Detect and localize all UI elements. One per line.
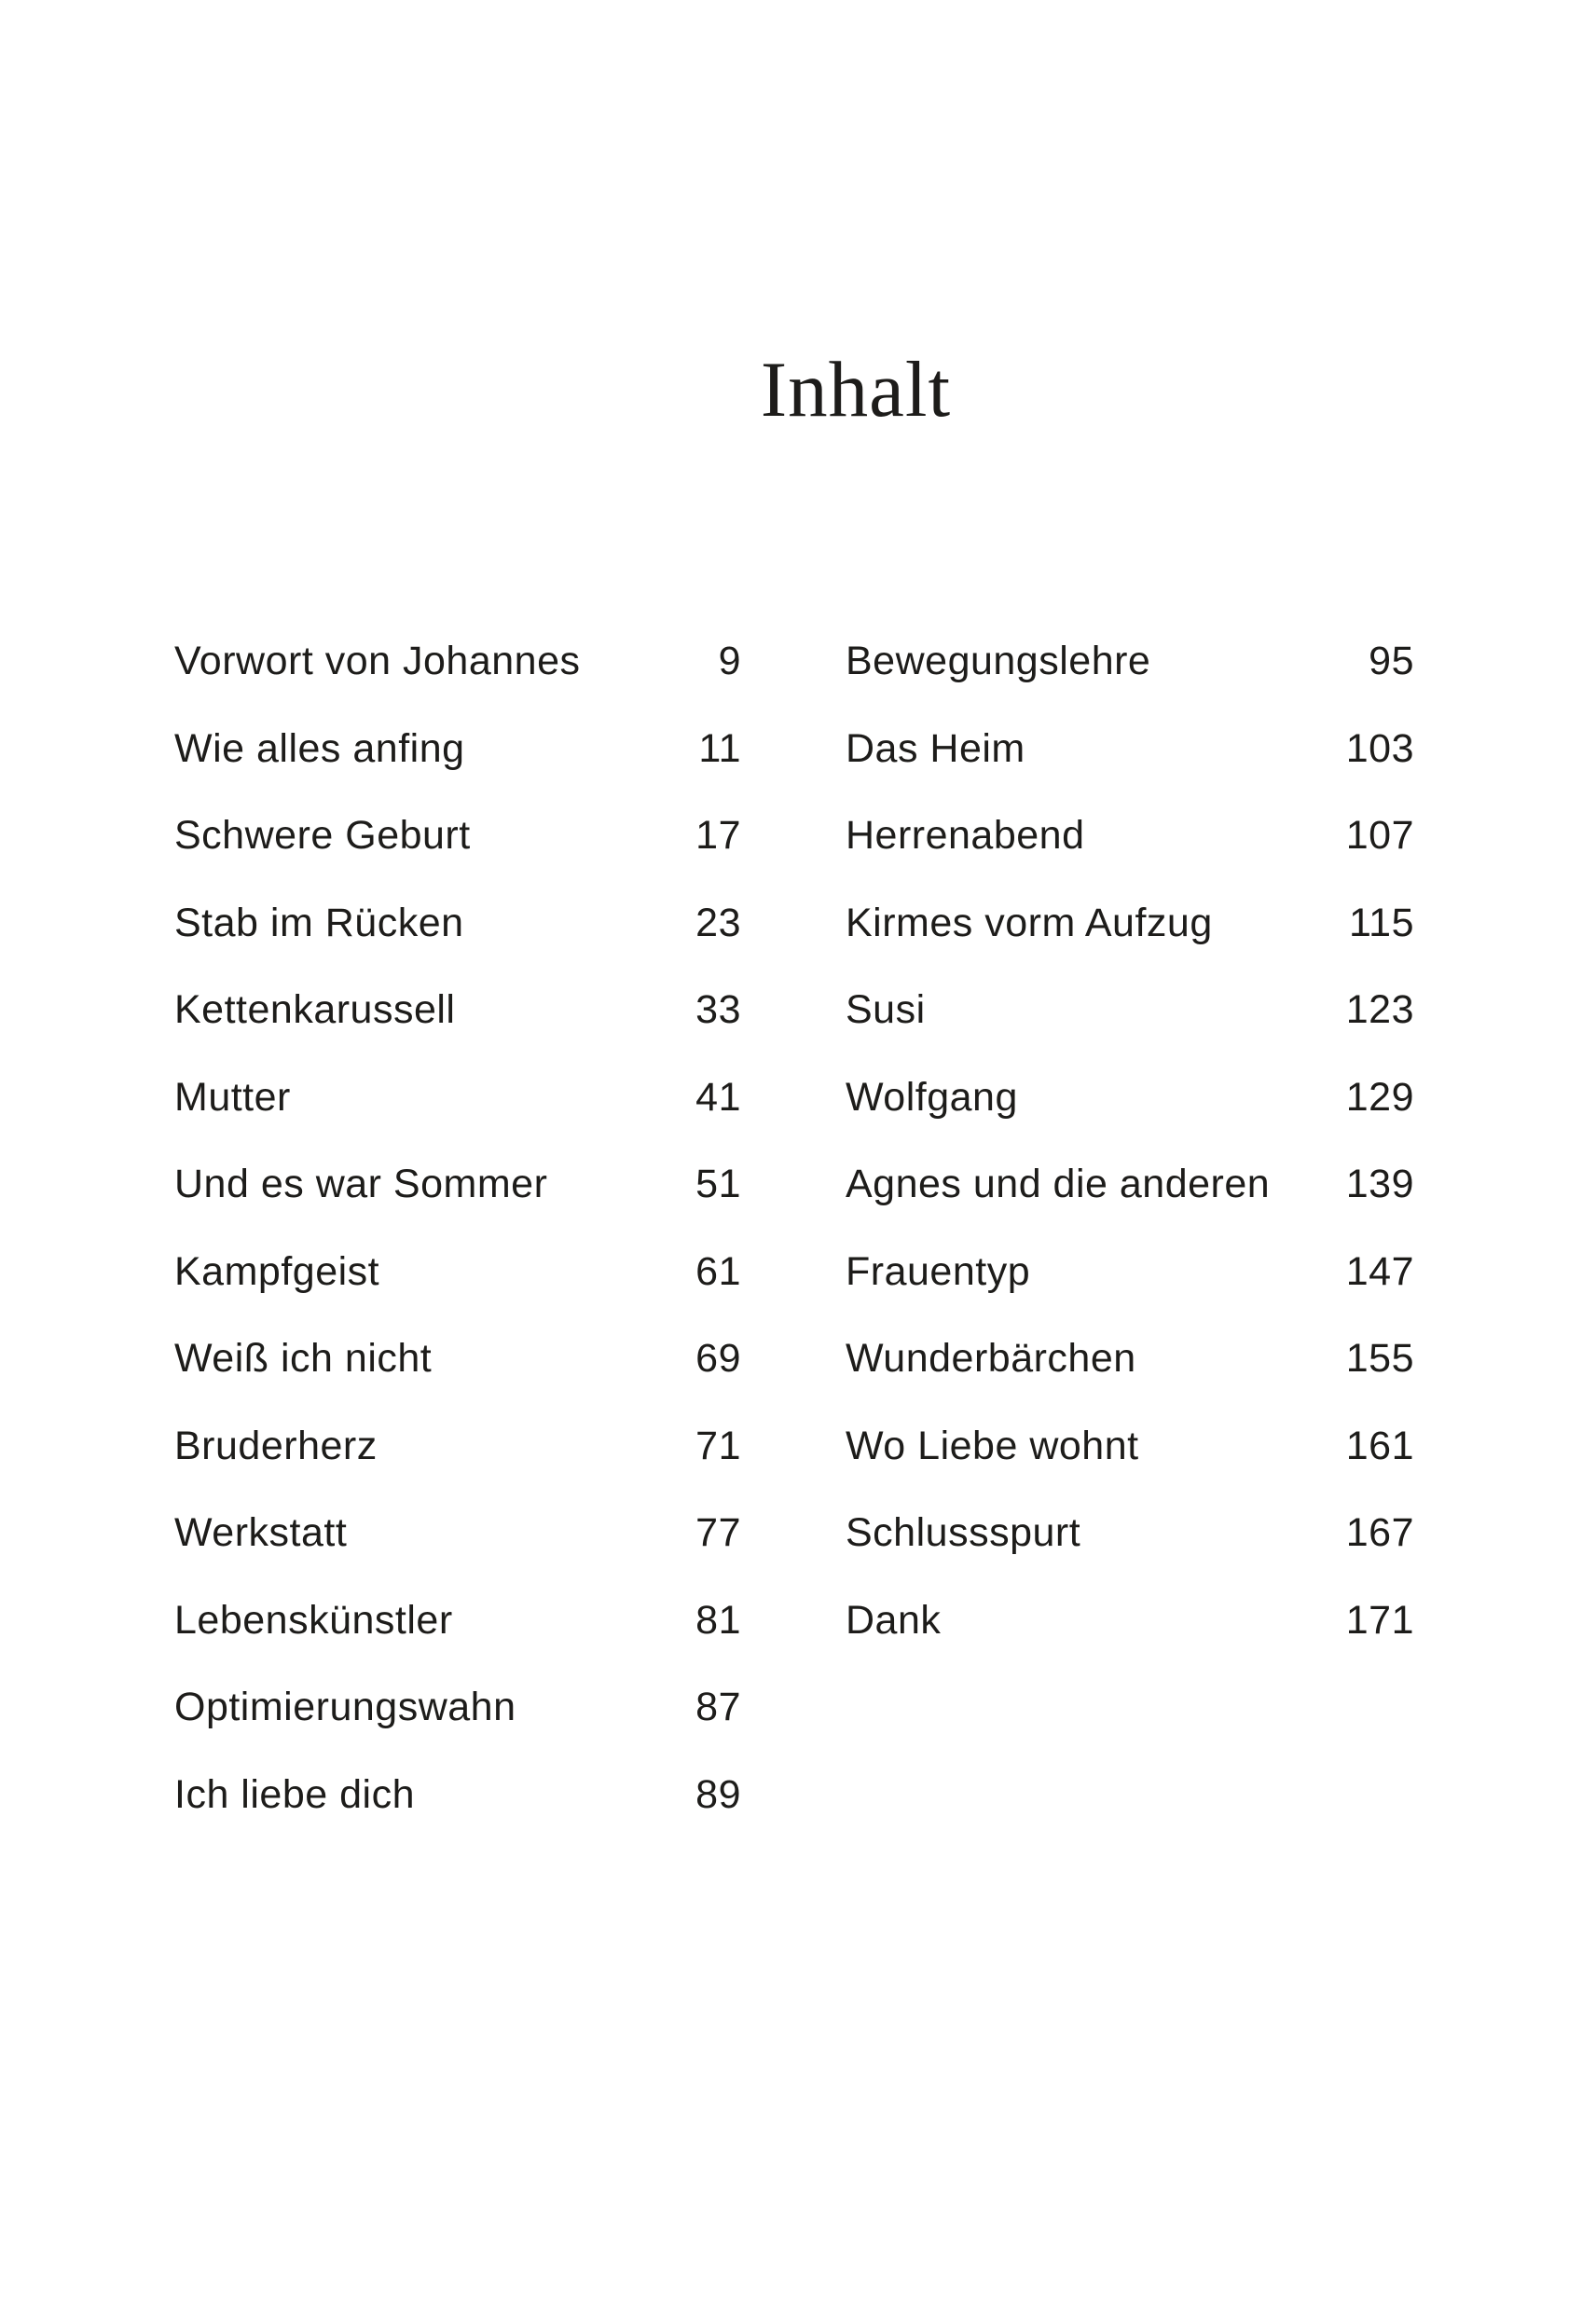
toc-entry-page: 87: [695, 1685, 741, 1729]
toc-entry-title: Lebenskünstler: [174, 1597, 453, 1643]
toc-entry-page: 147: [1345, 1248, 1414, 1294]
toc-entry-page: 167: [1345, 1510, 1414, 1555]
toc-entry-title: Ich liebe dich: [174, 1771, 415, 1817]
toc-entry: [846, 880, 1414, 968]
toc-entry: [846, 1403, 1414, 1491]
toc-entry-page: 23: [695, 900, 741, 945]
toc-entry-title: Und es war Sommer: [174, 1162, 548, 1206]
toc-entry-title: Optimierungswahn: [174, 1685, 516, 1729]
toc-entry-title: Schlussspurt: [846, 1510, 1081, 1555]
toc-entry-page: 89: [695, 1771, 741, 1817]
toc-entry-page: 161: [1345, 1423, 1414, 1468]
toc-entry-title: Werkstatt: [174, 1510, 348, 1555]
toc-entry-page: 107: [1345, 813, 1414, 858]
toc-column-right: [846, 618, 1414, 1838]
toc-entry-page: 33: [695, 987, 741, 1032]
toc-entry: [174, 1054, 741, 1142]
toc-entry: [174, 618, 741, 706]
toc-entry-page: 139: [1345, 1162, 1414, 1206]
toc-entry-page: 95: [1369, 639, 1414, 683]
toc-column-left: [174, 618, 741, 1838]
toc-entry: [174, 1315, 741, 1403]
toc-entry-title: Herrenabend: [846, 813, 1085, 858]
toc-entry-page: 155: [1345, 1336, 1414, 1381]
toc-entry-title: Vorwort von Johannes: [174, 639, 581, 683]
toc-entry-page: 9: [718, 639, 741, 683]
toc-entry: [174, 967, 741, 1054]
toc-entry: [846, 1141, 1414, 1229]
toc-entry: [846, 1054, 1414, 1142]
toc-entry-page: 115: [1348, 900, 1414, 945]
toc-entry: [174, 792, 741, 880]
toc-entry: [174, 1664, 741, 1752]
toc-entry: [174, 1752, 741, 1839]
toc-entry-page: 17: [695, 813, 741, 858]
toc-entry-title: Bruderherz: [174, 1423, 378, 1468]
toc-entry-title: Wo Liebe wohnt: [846, 1423, 1139, 1468]
toc-entry: [174, 1141, 741, 1229]
toc-entry-title: Wunderbärchen: [846, 1336, 1136, 1381]
toc-entry-page: 11: [698, 725, 741, 771]
toc-entry-title: Agnes und die anderen: [846, 1162, 1271, 1206]
toc-columns: [174, 618, 1414, 1838]
toc-entry-page: 123: [1345, 987, 1414, 1032]
toc-entry-page: 129: [1345, 1074, 1414, 1120]
toc-entry: [846, 1315, 1414, 1403]
toc-entry-title: Kirmes vorm Aufzug: [846, 900, 1213, 945]
toc-entry-page: 71: [695, 1423, 741, 1468]
toc-entry-title: Weiß ich nicht: [174, 1336, 433, 1381]
toc-entry-page: 41: [695, 1074, 741, 1120]
toc-entry: [846, 706, 1414, 793]
toc-entry: [174, 1577, 741, 1665]
toc-entry: [174, 880, 741, 968]
toc-entry-title: Frauentyp: [846, 1248, 1031, 1294]
toc-entry-page: 51: [695, 1162, 741, 1206]
page-title: Inhalt: [760, 346, 952, 434]
toc-entry: [174, 1490, 741, 1577]
toc-entry-title: Mutter: [174, 1074, 291, 1120]
toc-entry-title: Wolfgang: [846, 1074, 1018, 1120]
toc-entry-title: Wie alles anfing: [174, 725, 465, 771]
toc-entry-title: Schwere Geburt: [174, 813, 471, 858]
toc-entry-page: 171: [1345, 1597, 1414, 1643]
toc-entry: [846, 1490, 1414, 1577]
toc-entry: [174, 1403, 741, 1491]
toc-entry: [846, 618, 1414, 706]
toc-entry-title: Kampfgeist: [174, 1248, 380, 1294]
toc-entry-page: 69: [695, 1336, 741, 1381]
toc-entry-page: 61: [695, 1248, 741, 1294]
toc-entry: [174, 706, 741, 793]
toc-entry-page: 103: [1345, 725, 1414, 771]
toc-entry-title: Dank: [846, 1597, 942, 1643]
toc-entry-title: Stab im Rücken: [174, 900, 464, 945]
toc-entry: [174, 1229, 741, 1316]
toc-entry-title: Bewegungslehre: [846, 639, 1151, 683]
toc-entry: [846, 967, 1414, 1054]
toc-entry-page: 81: [695, 1597, 741, 1643]
toc-entry-title: Das Heim: [846, 725, 1025, 771]
toc-entry-page: 77: [695, 1510, 741, 1555]
toc-entry: [846, 1229, 1414, 1316]
toc-entry: [846, 792, 1414, 880]
toc-entry-title: Susi: [846, 987, 926, 1032]
toc-entry: [846, 1577, 1414, 1665]
toc-entry-title: Kettenkarussell: [174, 987, 456, 1032]
